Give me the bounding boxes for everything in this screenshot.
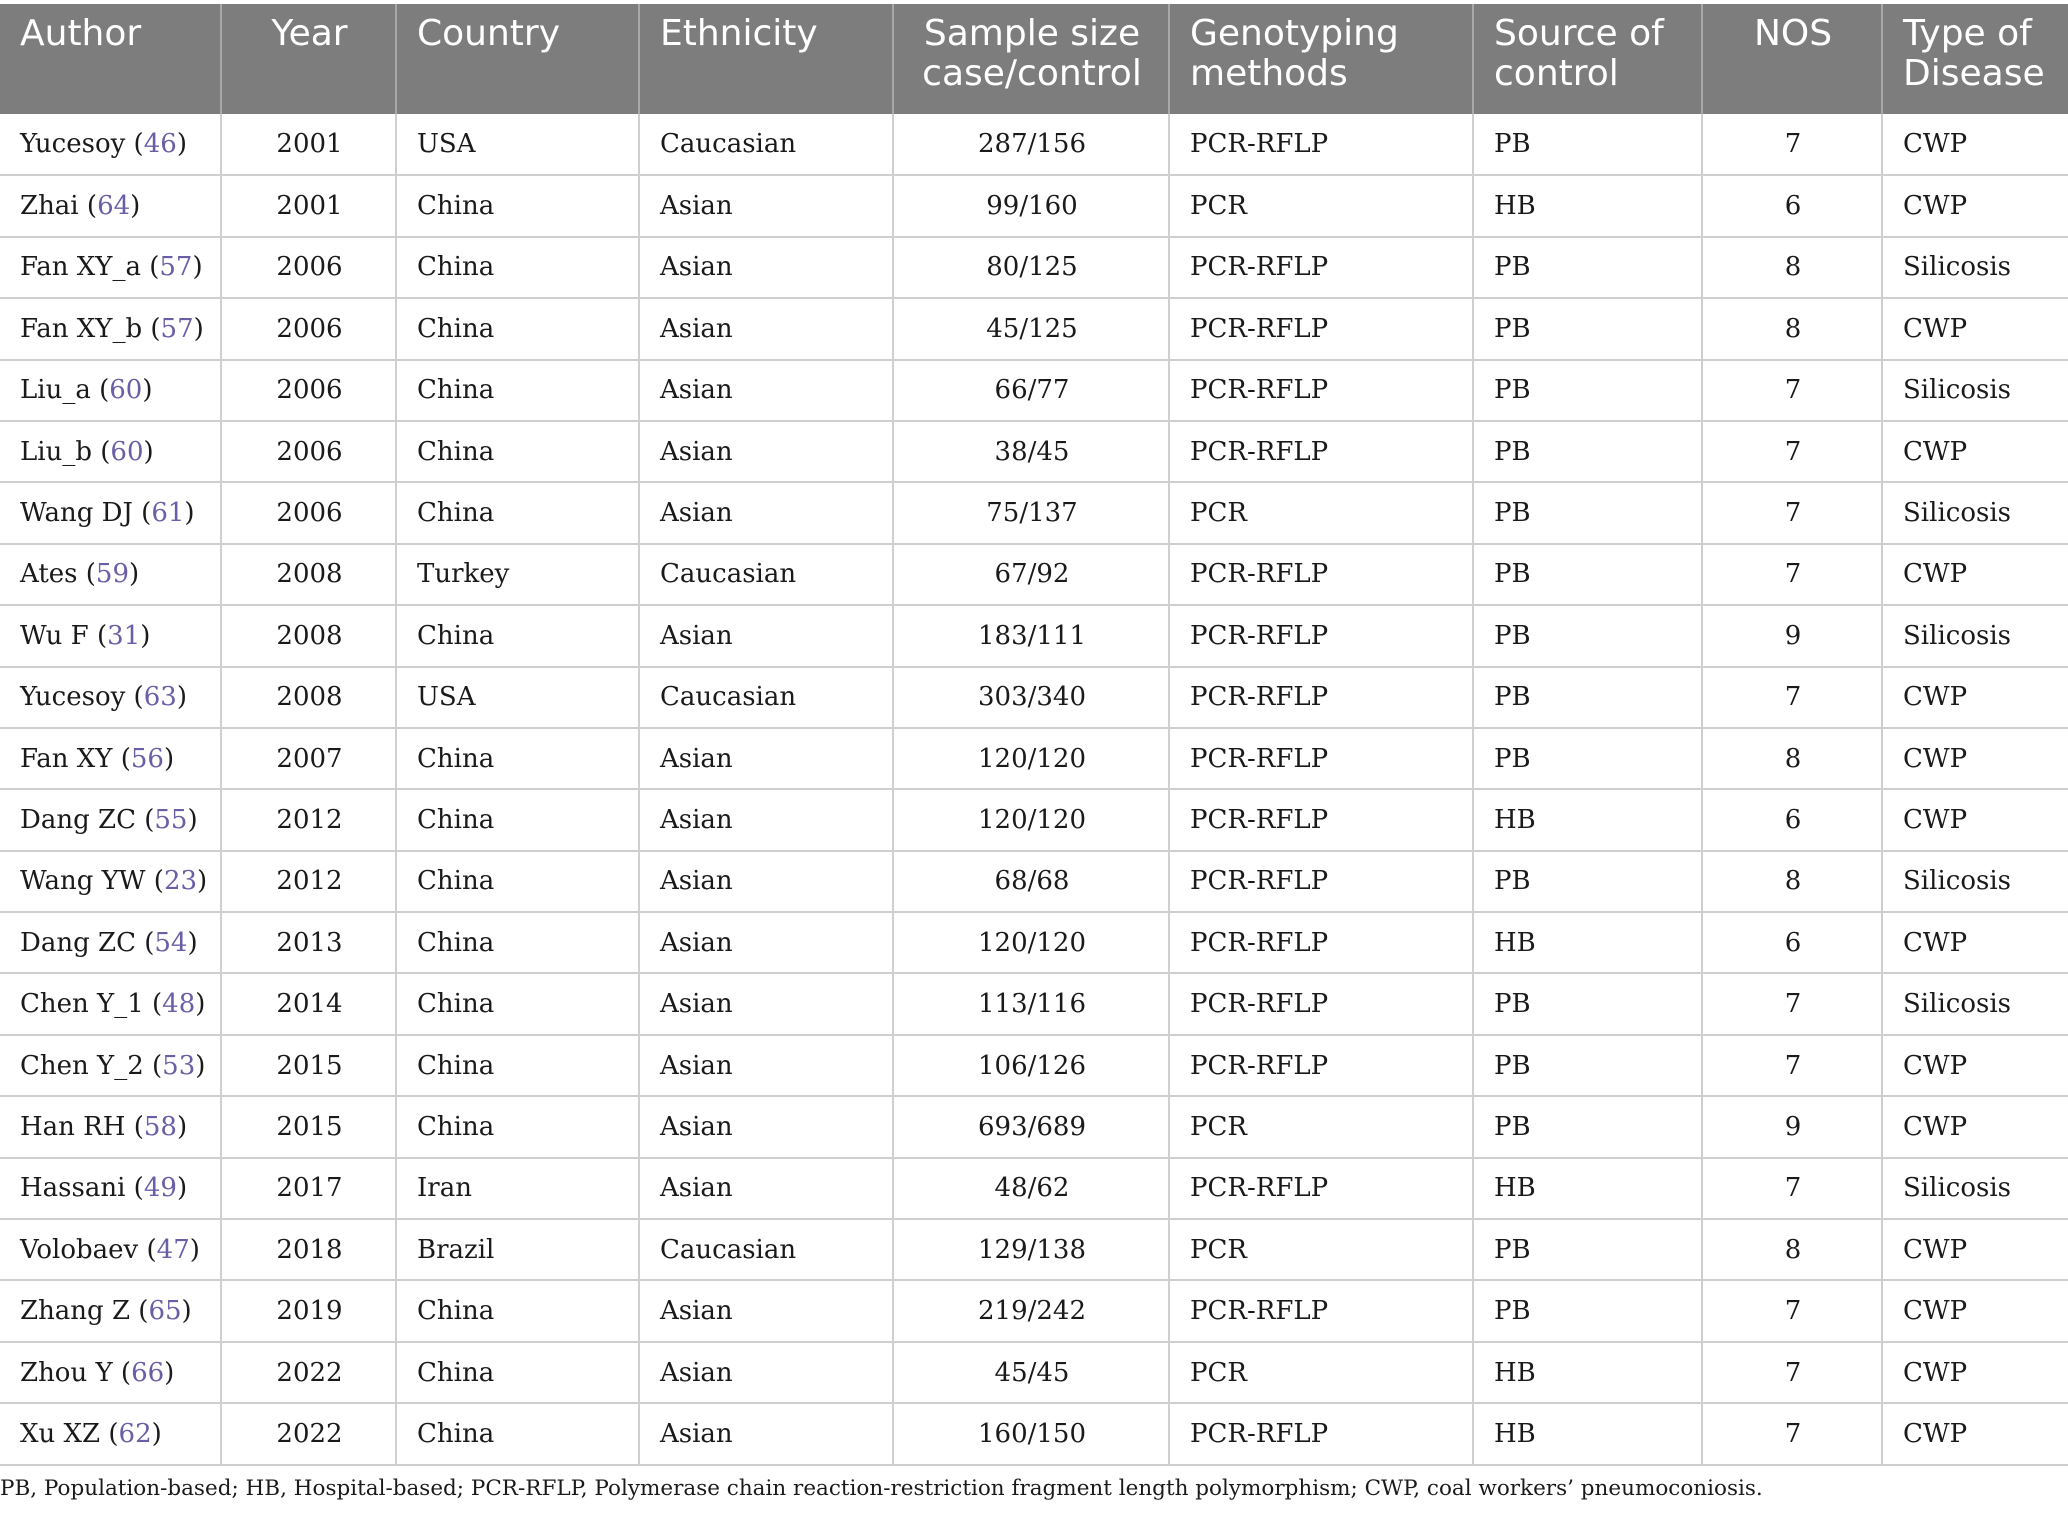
cell-nos: 7 bbox=[1702, 1158, 1882, 1219]
cell-source-of-control: PB bbox=[1473, 1096, 1702, 1157]
cell-sample-size: 66/77 bbox=[893, 360, 1169, 421]
cell-source-of-control: HB bbox=[1473, 1403, 1702, 1464]
col-header-year: Year bbox=[221, 4, 396, 114]
cell-genotyping-method: PCR-RFLP bbox=[1169, 851, 1473, 912]
cell-author: Yucesoy (46) bbox=[0, 114, 221, 175]
cell-author: Liu_a (60) bbox=[0, 360, 221, 421]
cell-source-of-control: PB bbox=[1473, 605, 1702, 666]
cell-author: Yucesoy (63) bbox=[0, 667, 221, 728]
col-header-disease-line2: Disease bbox=[1903, 53, 2045, 94]
cell-author: Liu_b (60) bbox=[0, 421, 221, 482]
cell-source-of-control: PB bbox=[1473, 973, 1702, 1034]
reference-link[interactable]: 54 bbox=[154, 927, 188, 958]
cell-nos: 9 bbox=[1702, 1096, 1882, 1157]
cell-year: 2006 bbox=[221, 360, 396, 421]
table-row bbox=[0, 728, 2068, 789]
author-name: Chen Y_2 bbox=[20, 1050, 144, 1081]
table-row bbox=[0, 1096, 2068, 1157]
table-row bbox=[0, 237, 2068, 298]
reference-link[interactable]: 53 bbox=[162, 1050, 196, 1081]
reference-link[interactable]: 59 bbox=[95, 559, 130, 590]
cell-source-of-control: PB bbox=[1473, 1280, 1702, 1341]
cell-disease-type: CWP bbox=[1882, 1342, 2068, 1403]
cell-genotyping-method: PCR bbox=[1169, 1342, 1473, 1403]
cell-sample-size: 120/120 bbox=[893, 789, 1169, 850]
cell-country: China bbox=[396, 175, 639, 236]
cell-author: Dang ZC (55) bbox=[0, 789, 221, 850]
reference-link[interactable]: 55 bbox=[154, 804, 188, 835]
reference-link[interactable]: 56 bbox=[130, 743, 164, 774]
author-name: Zhang Z bbox=[20, 1296, 131, 1327]
cell-author: Zhou Y (66) bbox=[0, 1342, 221, 1403]
cell-nos: 7 bbox=[1702, 1035, 1882, 1096]
cell-author: Chen Y_1 (48) bbox=[0, 973, 221, 1034]
cell-ethnicity: Asian bbox=[639, 1403, 893, 1464]
cell-sample-size: 303/340 bbox=[893, 667, 1169, 728]
cell-year: 2006 bbox=[221, 482, 396, 543]
cell-author: Han RH (58) bbox=[0, 1096, 221, 1157]
author-name: Dang ZC bbox=[20, 804, 136, 835]
cell-nos: 7 bbox=[1702, 544, 1882, 605]
author-name: Dang ZC bbox=[20, 927, 136, 958]
cell-ethnicity: Asian bbox=[639, 482, 893, 543]
col-header-genotyping-line1: Genotyping bbox=[1190, 13, 1399, 54]
cell-sample-size: 160/150 bbox=[893, 1403, 1169, 1464]
cell-source-of-control: PB bbox=[1473, 114, 1702, 175]
reference-link[interactable]: 58 bbox=[143, 1111, 177, 1142]
cell-ethnicity: Asian bbox=[639, 1096, 893, 1157]
cell-genotyping-method: PCR-RFLP bbox=[1169, 605, 1473, 666]
cell-source-of-control: HB bbox=[1473, 175, 1702, 236]
table-row bbox=[0, 175, 2068, 236]
cell-sample-size: 287/156 bbox=[893, 114, 1169, 175]
cell-sample-size: 67/92 bbox=[893, 544, 1169, 605]
cell-disease-type: CWP bbox=[1882, 1035, 2068, 1096]
author-name: Xu XZ bbox=[20, 1418, 101, 1449]
col-header-country: Country bbox=[396, 4, 639, 114]
cell-genotyping-method: PCR bbox=[1169, 482, 1473, 543]
cell-sample-size: 183/111 bbox=[893, 605, 1169, 666]
cell-author: Ates (59) bbox=[0, 544, 221, 605]
table-row bbox=[0, 482, 2068, 543]
cell-year: 2019 bbox=[221, 1280, 396, 1341]
reference-link[interactable]: 47 bbox=[156, 1234, 190, 1265]
cell-disease-type: CWP bbox=[1882, 175, 2068, 236]
cell-nos: 7 bbox=[1702, 360, 1882, 421]
table-row bbox=[0, 1403, 2068, 1464]
col-header-author: Author bbox=[0, 4, 221, 114]
cell-year: 2008 bbox=[221, 605, 396, 666]
cell-genotyping-method: PCR-RFLP bbox=[1169, 973, 1473, 1034]
col-header-genotyping bbox=[1169, 4, 1473, 114]
cell-genotyping-method: PCR-RFLP bbox=[1169, 1035, 1473, 1096]
cell-country: China bbox=[396, 482, 639, 543]
cell-country: China bbox=[396, 1035, 639, 1096]
cell-disease-type: Silicosis bbox=[1882, 482, 2068, 543]
cell-genotyping-method: PCR-RFLP bbox=[1169, 912, 1473, 973]
cell-year: 2006 bbox=[221, 298, 396, 359]
cell-sample-size: 99/160 bbox=[893, 175, 1169, 236]
cell-year: 2006 bbox=[221, 421, 396, 482]
cell-genotyping-method: PCR bbox=[1169, 1219, 1473, 1280]
cell-genotyping-method: PCR bbox=[1169, 1096, 1473, 1157]
reference-link[interactable]: 57 bbox=[159, 252, 193, 283]
col-header-source-line2: control bbox=[1494, 53, 1619, 94]
cell-year: 2022 bbox=[221, 1342, 396, 1403]
cell-year: 2012 bbox=[221, 789, 396, 850]
author-name: Zhai bbox=[20, 191, 79, 222]
cell-nos: 7 bbox=[1702, 421, 1882, 482]
cell-genotyping-method: PCR-RFLP bbox=[1169, 360, 1473, 421]
cell-ethnicity: Caucasian bbox=[639, 544, 893, 605]
reference-link[interactable]: 64 bbox=[97, 191, 131, 222]
cell-ethnicity: Asian bbox=[639, 912, 893, 973]
cell-ethnicity: Asian bbox=[639, 605, 893, 666]
cell-sample-size: 120/120 bbox=[893, 912, 1169, 973]
reference-link[interactable]: 66 bbox=[131, 1357, 165, 1388]
cell-year: 2018 bbox=[221, 1219, 396, 1280]
cell-ethnicity: Asian bbox=[639, 175, 893, 236]
cell-source-of-control: PB bbox=[1473, 544, 1702, 605]
cell-nos: 8 bbox=[1702, 1219, 1882, 1280]
cell-disease-type: Silicosis bbox=[1882, 973, 2068, 1034]
col-header-sample-size bbox=[893, 4, 1169, 114]
cell-disease-type: Silicosis bbox=[1882, 237, 2068, 298]
cell-sample-size: 80/125 bbox=[893, 237, 1169, 298]
col-header-disease bbox=[1882, 4, 2068, 114]
cell-ethnicity: Asian bbox=[639, 237, 893, 298]
cell-year: 2017 bbox=[221, 1158, 396, 1219]
cell-year: 2022 bbox=[221, 1403, 396, 1464]
author-name: Liu_b bbox=[20, 436, 92, 467]
cell-ethnicity: Caucasian bbox=[639, 114, 893, 175]
cell-author: Fan XY (56) bbox=[0, 728, 221, 789]
table-row bbox=[0, 912, 2068, 973]
cell-ethnicity: Asian bbox=[639, 1342, 893, 1403]
table-row bbox=[0, 298, 2068, 359]
reference-link[interactable]: 63 bbox=[143, 682, 177, 713]
reference-link[interactable]: 31 bbox=[107, 620, 141, 651]
cell-nos: 7 bbox=[1702, 1403, 1882, 1464]
cell-source-of-control: PB bbox=[1473, 482, 1702, 543]
cell-disease-type: Silicosis bbox=[1882, 1158, 2068, 1219]
cell-year: 2012 bbox=[221, 851, 396, 912]
cell-sample-size: 129/138 bbox=[893, 1219, 1169, 1280]
cell-source-of-control: HB bbox=[1473, 789, 1702, 850]
table-row bbox=[0, 1342, 2068, 1403]
cell-year: 2001 bbox=[221, 175, 396, 236]
col-header-source-line1: Source of bbox=[1494, 13, 1664, 54]
cell-country: China bbox=[396, 973, 639, 1034]
cell-disease-type: CWP bbox=[1882, 728, 2068, 789]
cell-disease-type: CWP bbox=[1882, 544, 2068, 605]
author-name: Wang YW bbox=[20, 866, 146, 897]
cell-sample-size: 68/68 bbox=[893, 851, 1169, 912]
author-name: Wu F bbox=[20, 620, 89, 651]
cell-sample-size: 120/120 bbox=[893, 728, 1169, 789]
reference-link[interactable]: 57 bbox=[160, 313, 194, 344]
table-row bbox=[0, 851, 2068, 912]
cell-author: Zhang Z (65) bbox=[0, 1280, 221, 1341]
cell-nos: 7 bbox=[1702, 482, 1882, 543]
cell-genotyping-method: PCR-RFLP bbox=[1169, 1280, 1473, 1341]
cell-nos: 6 bbox=[1702, 912, 1882, 973]
cell-year: 2013 bbox=[221, 912, 396, 973]
cell-genotyping-method: PCR-RFLP bbox=[1169, 1403, 1473, 1464]
cell-sample-size: 75/137 bbox=[893, 482, 1169, 543]
cell-country: Turkey bbox=[396, 544, 639, 605]
cell-genotyping-method: PCR bbox=[1169, 175, 1473, 236]
cell-nos: 6 bbox=[1702, 175, 1882, 236]
table-row bbox=[0, 1280, 2068, 1341]
header-row bbox=[0, 4, 2068, 114]
col-header-nos: NOS bbox=[1702, 4, 1882, 114]
cell-genotyping-method: PCR-RFLP bbox=[1169, 1158, 1473, 1219]
reference-link[interactable]: 48 bbox=[162, 989, 196, 1020]
cell-source-of-control: PB bbox=[1473, 237, 1702, 298]
cell-country: China bbox=[396, 1403, 639, 1464]
cell-nos: 7 bbox=[1702, 1342, 1882, 1403]
cell-country: China bbox=[396, 298, 639, 359]
cell-source-of-control: HB bbox=[1473, 1342, 1702, 1403]
cell-year: 2015 bbox=[221, 1096, 396, 1157]
table-row bbox=[0, 360, 2068, 421]
cell-country: China bbox=[396, 912, 639, 973]
cell-ethnicity: Asian bbox=[639, 851, 893, 912]
author-name: Yucesoy bbox=[20, 129, 126, 160]
cell-sample-size: 45/125 bbox=[893, 298, 1169, 359]
cell-country: China bbox=[396, 1096, 639, 1157]
table-row bbox=[0, 605, 2068, 666]
cell-disease-type: Silicosis bbox=[1882, 851, 2068, 912]
cell-nos: 7 bbox=[1702, 1280, 1882, 1341]
author-name: Fan XY_b bbox=[20, 313, 143, 344]
cell-disease-type: CWP bbox=[1882, 421, 2068, 482]
table-row bbox=[0, 973, 2068, 1034]
cell-source-of-control: HB bbox=[1473, 912, 1702, 973]
cell-country: China bbox=[396, 728, 639, 789]
cell-nos: 7 bbox=[1702, 973, 1882, 1034]
cell-ethnicity: Asian bbox=[639, 360, 893, 421]
cell-sample-size: 219/242 bbox=[893, 1280, 1169, 1341]
cell-country: China bbox=[396, 1280, 639, 1341]
cell-ethnicity: Asian bbox=[639, 298, 893, 359]
cell-country: China bbox=[396, 851, 639, 912]
author-name: Fan XY bbox=[20, 743, 113, 774]
cell-author: Fan XY_b (57) bbox=[0, 298, 221, 359]
cell-source-of-control: PB bbox=[1473, 728, 1702, 789]
col-header-sample-size-line1: Sample size bbox=[923, 13, 1141, 54]
cell-genotyping-method: PCR-RFLP bbox=[1169, 667, 1473, 728]
cell-author: Zhai (64) bbox=[0, 175, 221, 236]
cell-disease-type: Silicosis bbox=[1882, 605, 2068, 666]
cell-nos: 8 bbox=[1702, 728, 1882, 789]
cell-sample-size: 693/689 bbox=[893, 1096, 1169, 1157]
author-name: Volobaev bbox=[20, 1234, 139, 1265]
cell-country: China bbox=[396, 360, 639, 421]
reference-link[interactable]: 49 bbox=[143, 1173, 177, 1204]
col-header-source bbox=[1473, 4, 1702, 114]
cell-sample-size: 113/116 bbox=[893, 973, 1169, 1034]
col-header-disease-line1: Type of bbox=[1903, 13, 2032, 54]
table-row bbox=[0, 1035, 2068, 1096]
cell-country: Brazil bbox=[396, 1219, 639, 1280]
author-name: Ates bbox=[20, 559, 78, 590]
cell-ethnicity: Caucasian bbox=[639, 1219, 893, 1280]
cell-disease-type: CWP bbox=[1882, 1096, 2068, 1157]
cell-country: China bbox=[396, 789, 639, 850]
table-row bbox=[0, 421, 2068, 482]
col-header-genotyping-line2: methods bbox=[1190, 53, 1348, 94]
cell-ethnicity: Asian bbox=[639, 728, 893, 789]
cell-year: 2001 bbox=[221, 114, 396, 175]
cell-author: Wang DJ (61) bbox=[0, 482, 221, 543]
cell-country: USA bbox=[396, 114, 639, 175]
cell-sample-size: 48/62 bbox=[893, 1158, 1169, 1219]
cell-genotyping-method: PCR-RFLP bbox=[1169, 544, 1473, 605]
cell-source-of-control: PB bbox=[1473, 1035, 1702, 1096]
cell-author: Volobaev (47) bbox=[0, 1219, 221, 1280]
cell-year: 2008 bbox=[221, 544, 396, 605]
cell-ethnicity: Asian bbox=[639, 789, 893, 850]
cell-source-of-control: HB bbox=[1473, 1158, 1702, 1219]
cell-nos: 7 bbox=[1702, 114, 1882, 175]
cell-year: 2014 bbox=[221, 973, 396, 1034]
cell-disease-type: CWP bbox=[1882, 298, 2068, 359]
cell-author: Wang YW (23) bbox=[0, 851, 221, 912]
table-body bbox=[0, 114, 2068, 1465]
cell-year: 2006 bbox=[221, 237, 396, 298]
table-row bbox=[0, 1219, 2068, 1280]
cell-nos: 7 bbox=[1702, 667, 1882, 728]
cell-country: China bbox=[396, 605, 639, 666]
table-row bbox=[0, 114, 2068, 175]
reference-link[interactable]: 60 bbox=[110, 436, 144, 467]
cell-country: China bbox=[396, 421, 639, 482]
cell-disease-type: CWP bbox=[1882, 667, 2068, 728]
cell-sample-size: 45/45 bbox=[893, 1342, 1169, 1403]
study-characteristics-table bbox=[0, 4, 2068, 1466]
cell-genotyping-method: PCR-RFLP bbox=[1169, 728, 1473, 789]
cell-sample-size: 106/126 bbox=[893, 1035, 1169, 1096]
cell-genotyping-method: PCR-RFLP bbox=[1169, 298, 1473, 359]
reference-link[interactable]: 60 bbox=[109, 375, 143, 406]
author-name: Han RH bbox=[20, 1111, 126, 1142]
cell-genotyping-method: PCR-RFLP bbox=[1169, 237, 1473, 298]
cell-nos: 8 bbox=[1702, 851, 1882, 912]
cell-disease-type: CWP bbox=[1882, 1280, 2068, 1341]
cell-author: Wu F (31) bbox=[0, 605, 221, 666]
table-row bbox=[0, 544, 2068, 605]
table-footnote: PB, Population-based; HB, Hospital-based; PCR-RFLP, Polymerase chain reaction-restriction fragment length polymorphism; CWP, coal workers’ pneumoconiosis. bbox=[0, 1476, 1763, 1501]
table-row bbox=[0, 789, 2068, 850]
cell-author: Dang ZC (54) bbox=[0, 912, 221, 973]
cell-author: Fan XY_a (57) bbox=[0, 237, 221, 298]
reference-link[interactable]: 61 bbox=[151, 498, 185, 529]
cell-source-of-control: PB bbox=[1473, 1219, 1702, 1280]
reference-link[interactable]: 62 bbox=[118, 1418, 152, 1449]
cell-disease-type: CWP bbox=[1882, 1219, 2068, 1280]
cell-ethnicity: Caucasian bbox=[639, 667, 893, 728]
cell-nos: 6 bbox=[1702, 789, 1882, 850]
cell-year: 2015 bbox=[221, 1035, 396, 1096]
cell-source-of-control: PB bbox=[1473, 667, 1702, 728]
author-name: Yucesoy bbox=[20, 682, 126, 713]
cell-author: Chen Y_2 (53) bbox=[0, 1035, 221, 1096]
cell-ethnicity: Asian bbox=[639, 1280, 893, 1341]
cell-disease-type: CWP bbox=[1882, 789, 2068, 850]
cell-disease-type: CWP bbox=[1882, 114, 2068, 175]
cell-author: Xu XZ (62) bbox=[0, 1403, 221, 1464]
cell-source-of-control: PB bbox=[1473, 360, 1702, 421]
cell-nos: 8 bbox=[1702, 298, 1882, 359]
author-name: Fan XY_a bbox=[20, 252, 141, 283]
cell-source-of-control: PB bbox=[1473, 421, 1702, 482]
reference-link[interactable]: 65 bbox=[148, 1296, 182, 1327]
author-name: Zhou Y bbox=[20, 1357, 113, 1388]
author-name: Wang DJ bbox=[20, 498, 133, 529]
cell-nos: 9 bbox=[1702, 605, 1882, 666]
cell-country: China bbox=[396, 237, 639, 298]
cell-ethnicity: Asian bbox=[639, 1158, 893, 1219]
reference-link[interactable]: 23 bbox=[163, 866, 198, 897]
cell-genotyping-method: PCR-RFLP bbox=[1169, 789, 1473, 850]
author-name: Hassani bbox=[20, 1173, 126, 1204]
cell-author: Hassani (49) bbox=[0, 1158, 221, 1219]
cell-country: USA bbox=[396, 667, 639, 728]
cell-disease-type: CWP bbox=[1882, 1403, 2068, 1464]
cell-disease-type: CWP bbox=[1882, 912, 2068, 973]
author-name: Chen Y_1 bbox=[20, 989, 144, 1020]
cell-genotyping-method: PCR-RFLP bbox=[1169, 114, 1473, 175]
col-header-ethnicity: Ethnicity bbox=[639, 4, 893, 114]
table-row bbox=[0, 667, 2068, 728]
cell-source-of-control: PB bbox=[1473, 851, 1702, 912]
cell-country: China bbox=[396, 1342, 639, 1403]
cell-genotyping-method: PCR-RFLP bbox=[1169, 421, 1473, 482]
cell-year: 2007 bbox=[221, 728, 396, 789]
cell-source-of-control: PB bbox=[1473, 298, 1702, 359]
col-header-sample-size-line2: case/control bbox=[922, 53, 1142, 94]
cell-ethnicity: Asian bbox=[639, 421, 893, 482]
cell-ethnicity: Asian bbox=[639, 1035, 893, 1096]
reference-link[interactable]: 46 bbox=[143, 129, 177, 160]
author-name: Liu_a bbox=[20, 375, 91, 406]
cell-nos: 8 bbox=[1702, 237, 1882, 298]
cell-country: Iran bbox=[396, 1158, 639, 1219]
cell-ethnicity: Asian bbox=[639, 973, 893, 1034]
table-row bbox=[0, 1158, 2068, 1219]
cell-disease-type: Silicosis bbox=[1882, 360, 2068, 421]
cell-year: 2008 bbox=[221, 667, 396, 728]
cell-sample-size: 38/45 bbox=[893, 421, 1169, 482]
